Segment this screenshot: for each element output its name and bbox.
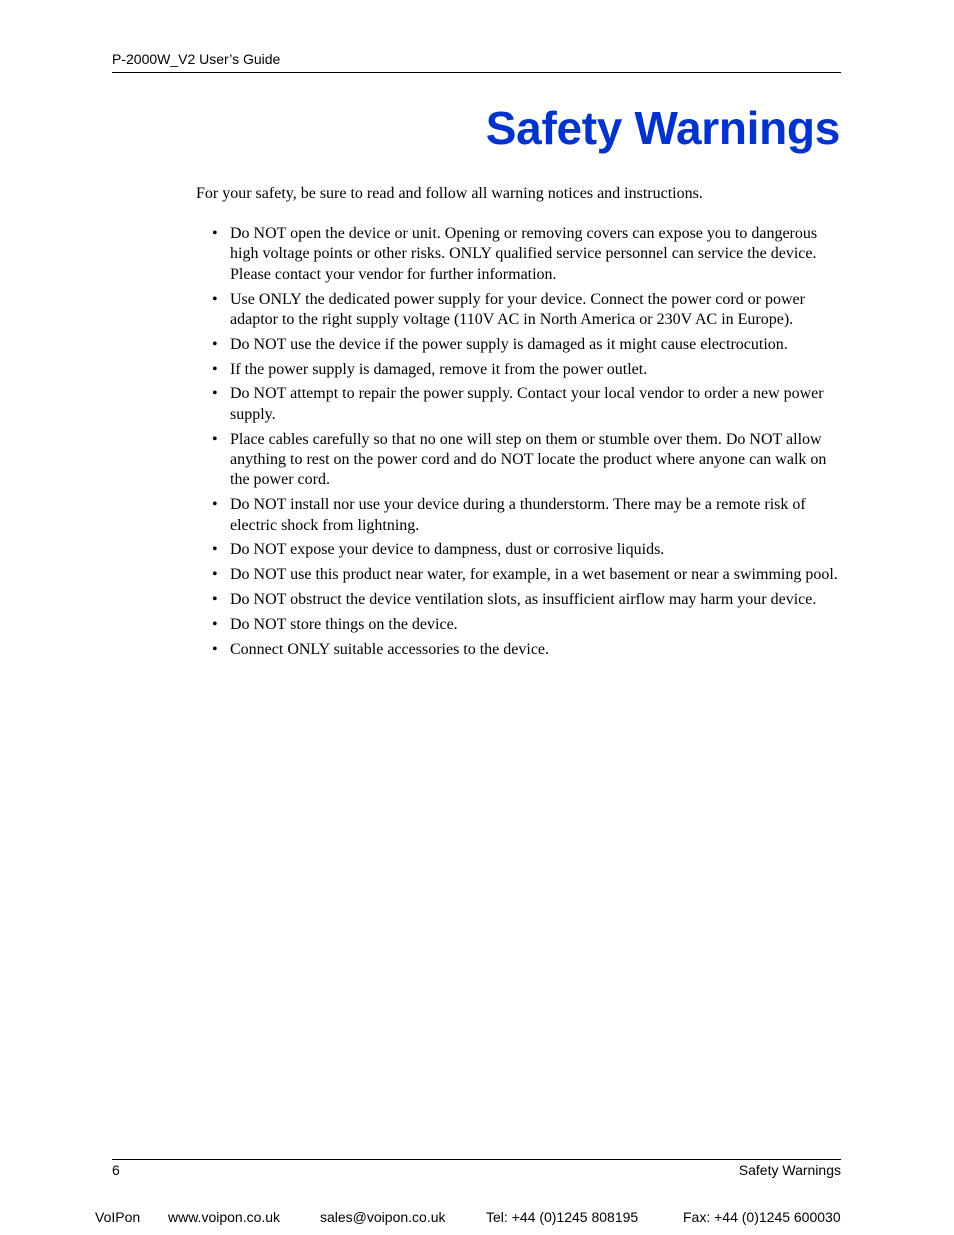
warning-text: Do NOT expose your device to dampness, dust or corrosive liquids. — [230, 541, 665, 559]
footer-section-title: Safety Warnings — [738, 1162, 841, 1178]
warning-item — [212, 335, 841, 355]
warning-text: Do NOT obstruct the device ventilation slots, as insufficient airflow may harm your device. — [230, 591, 817, 609]
warning-text: If the power supply is damaged, remove it from the power outlet. — [230, 360, 648, 378]
warning-item — [212, 290, 841, 331]
warnings-list — [212, 224, 841, 664]
bullet-icon: • — [212, 566, 218, 584]
warning-item — [212, 495, 841, 536]
warning-text: Do NOT use the device if the power supply is damaged as it might cause electrocution. — [230, 335, 788, 353]
page-number: 6 — [112, 1162, 120, 1178]
warning-text: Do NOT open the device or unit. Opening or removing covers can expose you to dangerous high voltage points or other risks. ONLY qualified service personnel can service the device. Please contact your vendor for further information. — [230, 225, 818, 283]
bullet-icon: • — [212, 335, 218, 353]
warning-text: Connect ONLY suitable accessories to the device. — [230, 640, 550, 658]
warning-item — [212, 565, 841, 585]
warning-text: Do NOT store things on the device. — [230, 615, 458, 633]
bullet-icon: • — [212, 385, 218, 403]
vendor-phone: Tel: +44 (0)1245 808195 — [486, 1209, 639, 1225]
intro-paragraph: For your safety, be sure to read and follow all warning notices and instructions. — [196, 185, 703, 202]
warning-item — [212, 384, 841, 425]
bullet-icon: • — [212, 541, 218, 559]
running-header: P-2000W_V2 User’s Guide — [112, 51, 281, 67]
bullet-icon: • — [212, 225, 218, 242]
bullet-icon: • — [212, 615, 218, 633]
warning-text: Place cables carefully so that no one will step on them or stumble over them. Do NOT allow anything to rest on the power cord and do NOT locate the product where anyone can walk on the power cord. — [230, 430, 827, 489]
vendor-name: VoIPon — [95, 1209, 141, 1225]
bullet-icon: • — [212, 360, 218, 378]
warning-item — [212, 640, 841, 660]
warning-item — [212, 360, 841, 380]
bullet-icon: • — [212, 430, 218, 448]
warning-text: Use ONLY the dedicated power supply for your device. Connect the power cord or power adaptor to the right supply voltage (110V AC in North America or 230V AC in Europe). — [230, 290, 805, 329]
vendor-email: sales@voipon.co.uk — [320, 1209, 446, 1225]
bullet-icon: • — [212, 496, 218, 514]
bullet-icon: • — [212, 591, 218, 609]
vendor-website: www.voipon.co.uk — [168, 1209, 281, 1225]
warning-text: Do NOT use this product near water, for example, in a wet basement or near a swimming pool. — [230, 566, 838, 584]
footer-divider — [112, 1159, 841, 1160]
warning-item — [212, 430, 841, 491]
header-divider — [112, 72, 841, 73]
vendor-fax: Fax: +44 (0)1245 600030 — [683, 1209, 841, 1225]
warning-text: Do NOT attempt to repair the power supply. Contact your local vendor to order a new power supply. — [230, 385, 824, 423]
bullet-icon: • — [212, 640, 218, 658]
warning-text: Do NOT install nor use your device during a thunderstorm. There may be a remote risk of electric shock from lightning. — [230, 496, 806, 534]
warning-item — [212, 590, 841, 610]
warning-item — [212, 224, 841, 285]
bullet-icon: • — [212, 290, 218, 308]
page-title: Safety Warnings — [485, 102, 840, 154]
warning-item — [212, 540, 841, 560]
warning-item — [212, 615, 841, 635]
